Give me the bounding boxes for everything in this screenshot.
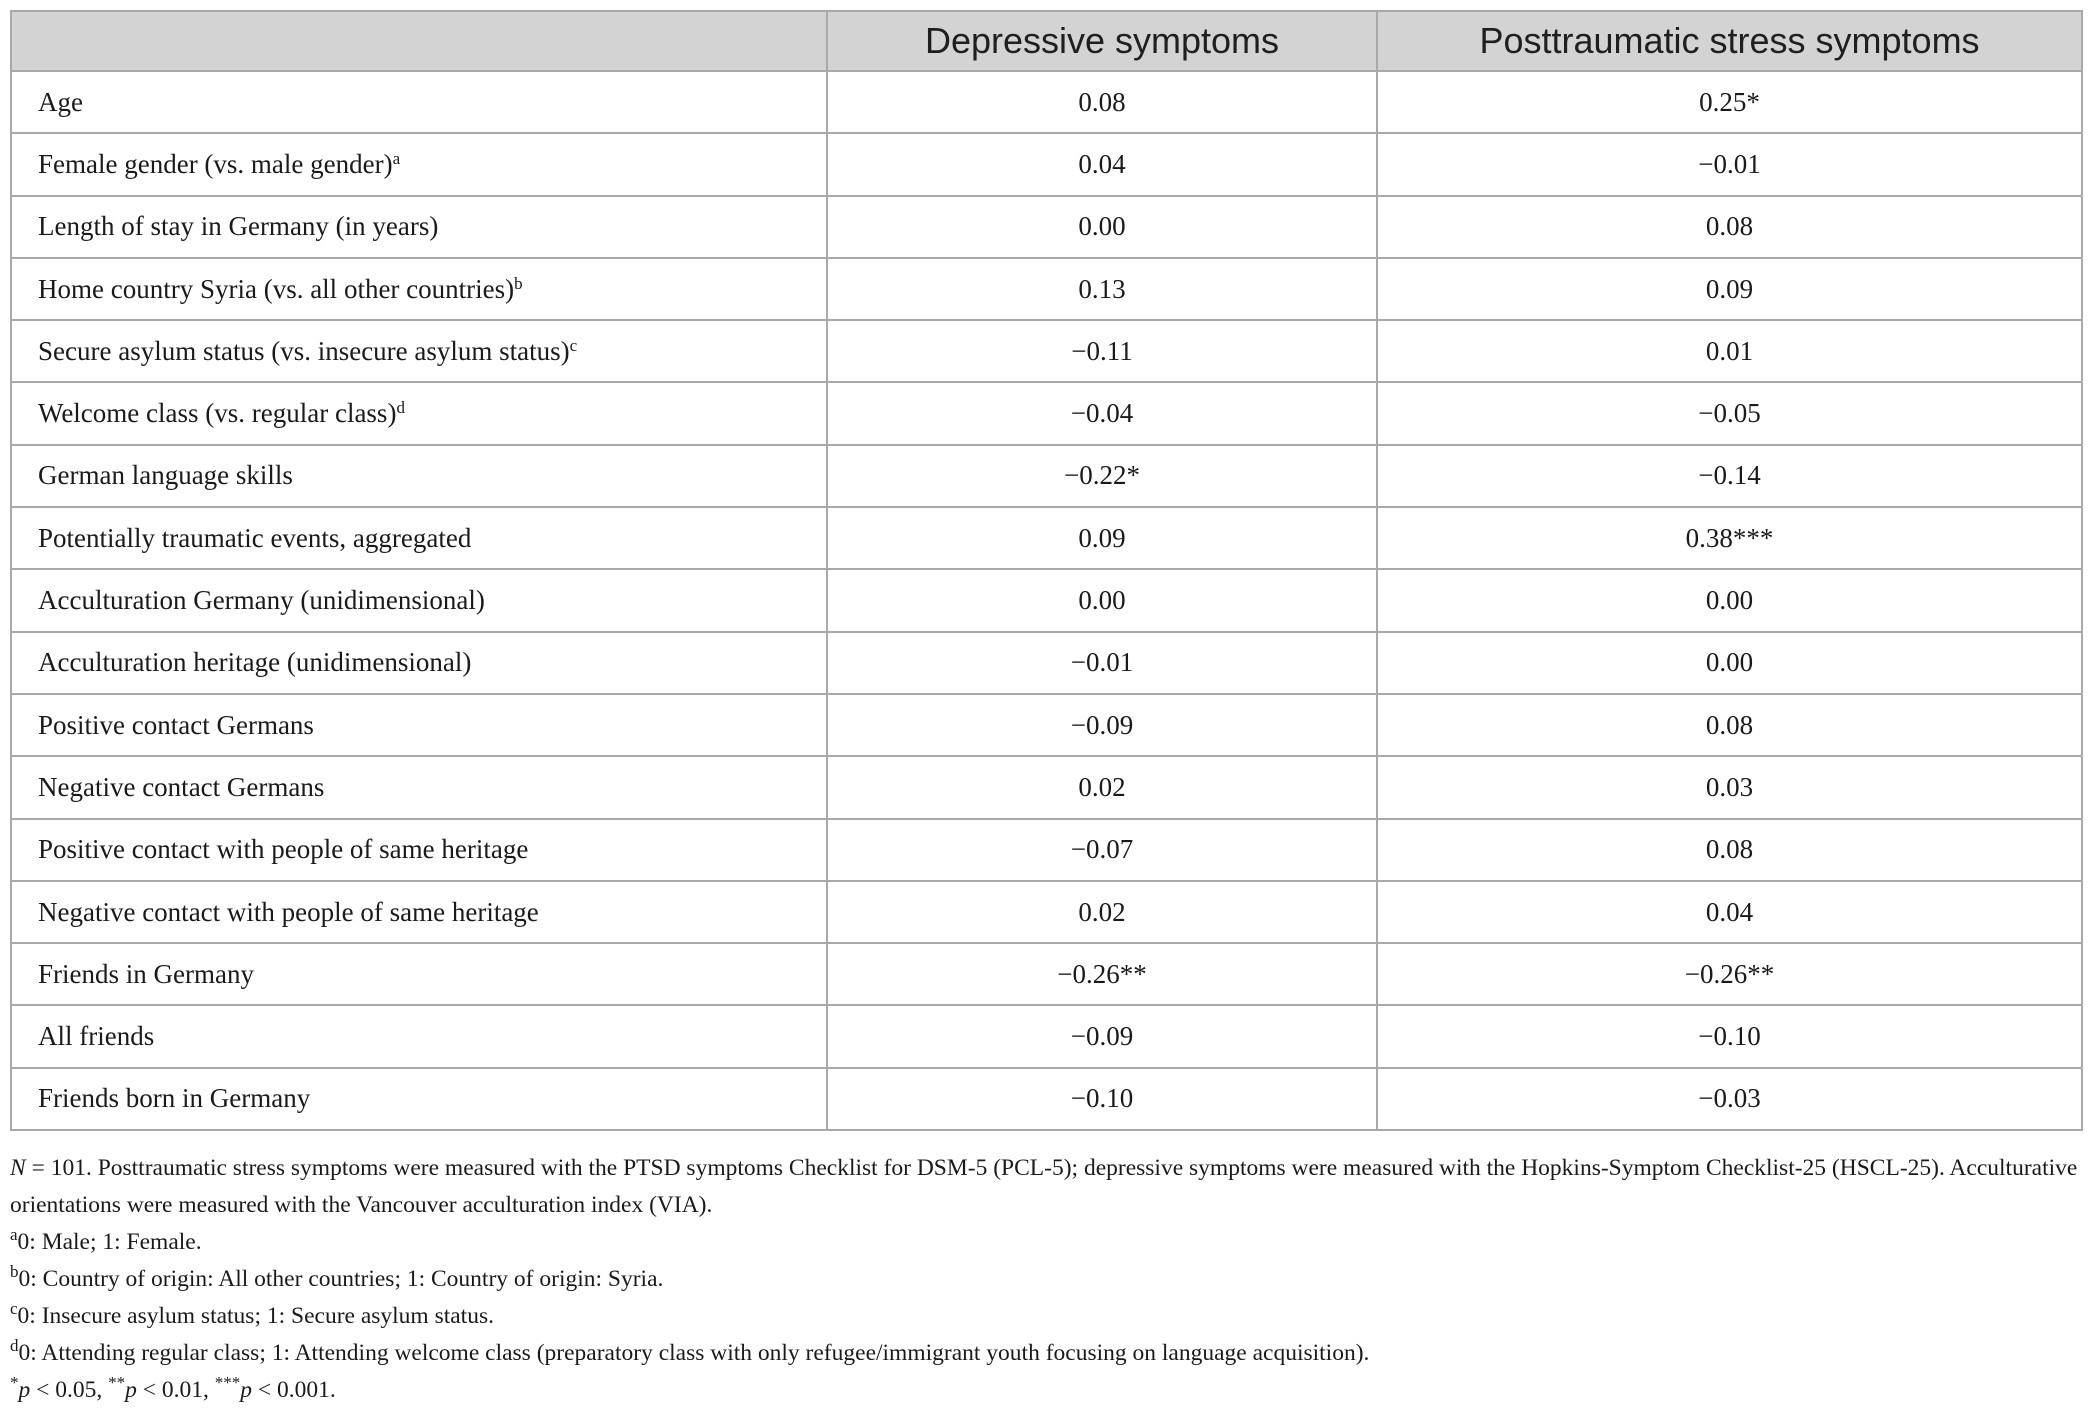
table-row [11,1005,2082,1067]
row-label: Welcome class (vs. regular class) [38,398,397,429]
table-body [11,71,2082,1130]
depressive-value: 0.09 [827,507,1377,569]
depressive-value: −0.09 [827,1005,1377,1067]
row-label: Friends born in Germany [38,1083,311,1114]
depressive-value: −0.26** [827,943,1377,1005]
p-symbol: p [240,1377,253,1403]
footnote-marker: b [514,273,523,293]
row-label: Secure asylum status (vs. insecure asylum status) [38,335,570,366]
significance-stars: *** [214,1373,241,1392]
table-row [11,445,2082,507]
row-label-cell [11,943,827,1005]
footnote-marker: c [569,335,578,355]
p-symbol: p [125,1377,137,1403]
row-label: Female gender (vs. male gender) [38,148,393,179]
ptss-value: 0.00 [1377,569,2082,631]
depressive-value: −0.09 [827,694,1377,756]
row-label: Negative contact with people of same heritage [38,896,539,927]
table-row [11,71,2082,133]
footnote-mark: c [10,1299,18,1318]
depressive-value: −0.22* [827,445,1377,507]
footnote-list [10,1224,2081,1372]
table-notes [10,1150,2081,1409]
table-row [11,382,2082,444]
row-label-cell [11,507,827,569]
depressive-value: 0.04 [827,133,1377,195]
row-label-cell [11,445,827,507]
row-label-cell [11,694,827,756]
footnote [10,1261,2081,1298]
row-label-cell [11,133,827,195]
depressive-value: 0.02 [827,881,1377,943]
footnote [10,1298,2081,1335]
depressive-value: 0.02 [827,756,1377,818]
row-label-cell [11,1068,827,1130]
footnote [10,1224,2081,1261]
footnote-marker: d [396,398,405,418]
table-row [11,756,2082,818]
footnote [10,1335,2081,1372]
row-label: All friends [38,1021,155,1052]
row-label-cell [11,320,827,382]
ptss-value: 0.08 [1377,694,2082,756]
row-label: Positive contact Germans [38,709,314,740]
significance-threshold: < 0.01, [136,1377,215,1403]
ptss-value: −0.01 [1377,133,2082,195]
table-row [11,320,2082,382]
ptss-value: 0.08 [1377,196,2082,258]
table-row [11,632,2082,694]
footnote-text: 0: Insecure asylum status; 1: Secure asylum status. [17,1303,494,1329]
row-label: German language skills [38,460,293,491]
table-row [11,133,2082,195]
depressive-value: 0.13 [827,258,1377,320]
row-label: Friends in Germany [38,958,254,989]
table-header-row [11,11,2082,71]
ptss-value: 0.09 [1377,258,2082,320]
table-row [11,1068,2082,1130]
p-symbol: p [18,1377,31,1403]
row-label: Positive contact with people of same heritage [38,834,529,865]
row-label: Age [38,86,83,117]
footnote-mark: d [10,1336,19,1355]
row-label-cell [11,756,827,818]
row-label: Negative contact Germans [38,771,325,802]
regression-table [10,10,2083,1131]
depressive-value: 0.00 [827,569,1377,631]
note-main-text: = 101. Posttraumatic stress symptoms were measured with the PTSD symptoms Checklist for DSM-5 (PCL-5); depressive symptoms were measured with the Hopkins-Symptom Checklist-25 (HSCL-25). Acculturative orientations were measured with the Vancouver acculturation index (VIA). [10,1155,2078,1218]
ptss-value: 0.08 [1377,819,2082,881]
ptss-value: 0.25* [1377,71,2082,133]
significance-stars: ** [108,1373,126,1392]
footnote-mark: a [10,1225,18,1244]
row-label: Length of stay in Germany (in years) [38,211,439,242]
row-label-cell [11,819,827,881]
footnote-text: 0: Country of origin: All other countries; 1: Country of origin: Syria. [18,1266,664,1292]
results-table-container [10,10,2081,1131]
depressive-value: −0.11 [827,320,1377,382]
ptss-value: 0.04 [1377,881,2082,943]
row-label-cell [11,569,827,631]
ptss-value: −0.10 [1377,1005,2082,1067]
row-label: Potentially traumatic events, aggregated [38,522,472,553]
depressive-value: −0.04 [827,382,1377,444]
ptss-value: −0.26** [1377,943,2082,1005]
ptss-value: −0.05 [1377,382,2082,444]
ptss-value: 0.38*** [1377,507,2082,569]
row-label: Home country Syria (vs. all other countries) [38,273,515,304]
depressive-value: −0.07 [827,819,1377,881]
footnote-marker: a [392,148,401,168]
depressive-value: −0.01 [827,632,1377,694]
note-main [10,1150,2081,1224]
depressive-value: −0.10 [827,1068,1377,1130]
table-row [11,943,2082,1005]
row-label: Acculturation heritage (unidimensional) [38,647,472,678]
table-row [11,569,2082,631]
table-row [11,881,2082,943]
ptss-value: −0.14 [1377,445,2082,507]
header-posttraumatic-stress-symptoms: Posttraumatic stress symptoms [1377,11,2082,71]
row-label: Acculturation Germany (unidimensional) [38,585,485,616]
ptss-value: 0.03 [1377,756,2082,818]
header-blank [11,11,827,71]
note-n-symbol: N [10,1155,26,1181]
row-label-cell [11,196,827,258]
footnote-mark: b [10,1262,19,1281]
ptss-value: 0.00 [1377,632,2082,694]
ptss-value: −0.03 [1377,1068,2082,1130]
row-label-cell [11,881,827,943]
table-row [11,258,2082,320]
table-row [11,507,2082,569]
footnote-text: 0: Attending regular class; 1: Attending welcome class (preparatory class with only refugee/immigrant youth focusing on language acquisition). [18,1340,1370,1366]
significance-threshold: < 0.001. [252,1377,336,1403]
ptss-value: 0.01 [1377,320,2082,382]
depressive-value: 0.00 [827,196,1377,258]
row-label-cell [11,632,827,694]
significance-note [10,1372,2081,1409]
row-label-cell [11,258,827,320]
depressive-value: 0.08 [827,71,1377,133]
footnote-text: 0: Male; 1: Female. [17,1229,202,1255]
significance-threshold: < 0.05, [30,1377,109,1403]
row-label-cell [11,382,827,444]
row-label-cell [11,71,827,133]
table-row [11,694,2082,756]
table-row [11,196,2082,258]
header-depressive-symptoms: Depressive symptoms [827,11,1377,71]
table-row [11,819,2082,881]
significance-stars: * [10,1373,19,1392]
row-label-cell [11,1005,827,1067]
